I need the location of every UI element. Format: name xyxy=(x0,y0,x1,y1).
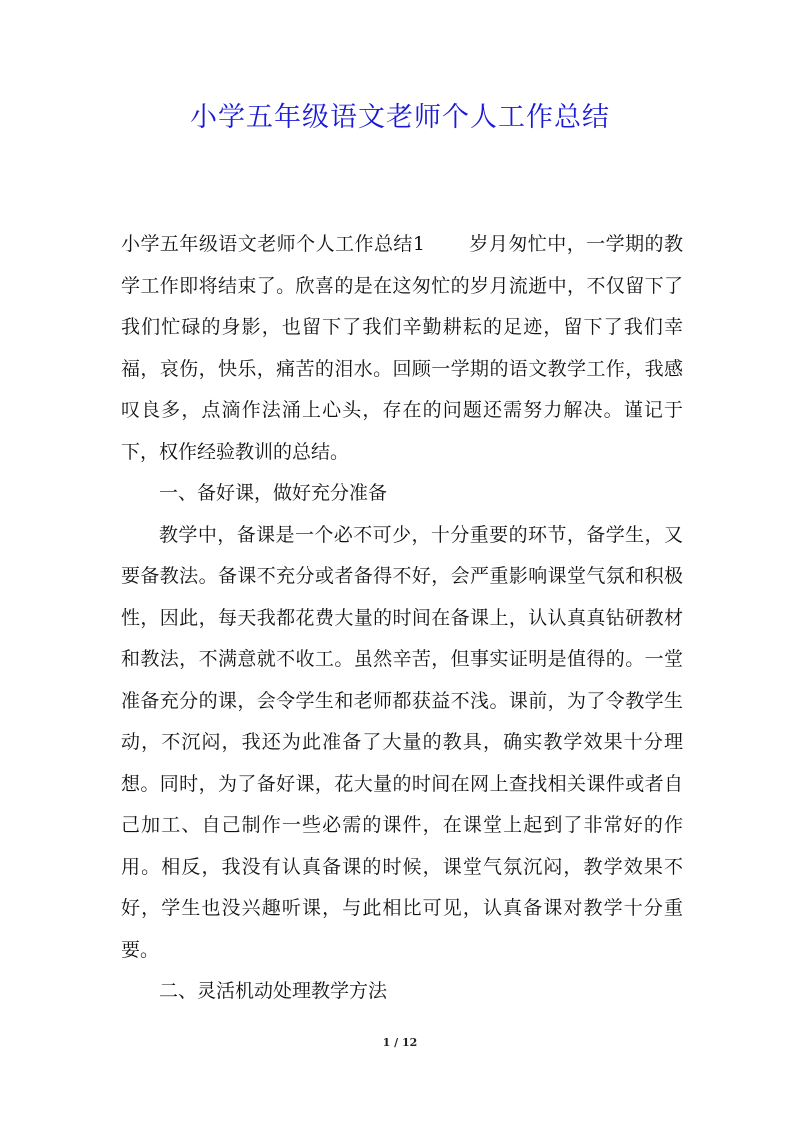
section1-heading: 一、备好课，做好充分准备 xyxy=(159,482,388,504)
document-title: 小学五年级语文老师个人工作总结 xyxy=(190,102,610,133)
page-number: 1 / 12 xyxy=(382,1036,418,1049)
section2-heading: 二、灵活机动处理教学方法 xyxy=(159,980,388,1002)
intro-paragraph xyxy=(121,224,683,473)
document-body xyxy=(121,224,683,1013)
intro-heading: 小学五年级语文老师个人工作总结1 xyxy=(121,233,425,255)
section1-paragraph: 教学中，备课是一个必不可少，十分重要的环节，备学生，又要备教法。备课不充分或者备得不好，会严重影响课堂气氛和积极性，因此，每天我都花费大量的时间在备课上，认认真真钻研教材和教法，不满意就不收工。虽然辛苦，但事实证明是值得的。一堂准备充分的课，会令学生和老师都获益不浅。课前，为了令教学生动，不沉闷，我还为此准备了大量的教具，确实教学效果十分理想。同时，为了备好课，花大量的时间在网上查找相关课件或者自己加工、自己制作一些必需的课件，在课堂上起到了非常好的作用。相反，我没有认真备课的时候，课堂气氛沉闷，教学效果不好，学生也没兴趣听课，与此相比可见，认真备课对教学十分重要。 xyxy=(121,523,683,961)
intro-text: 岁月匆忙中，一学期的教学工作即将结束了。欣喜的是在这匆忙的岁月流逝中，不仅留下了我们忙碌的身影，也留下了我们辛勤耕耘的足迹，留下了我们幸福，哀伤，快乐，痛苦的泪水。回顾一学期的语文教学工作，我感叹良多，点滴作法涌上心头，存在的问题还需努力解决。谨记于下，权作经验教训的总结。 xyxy=(121,233,683,463)
